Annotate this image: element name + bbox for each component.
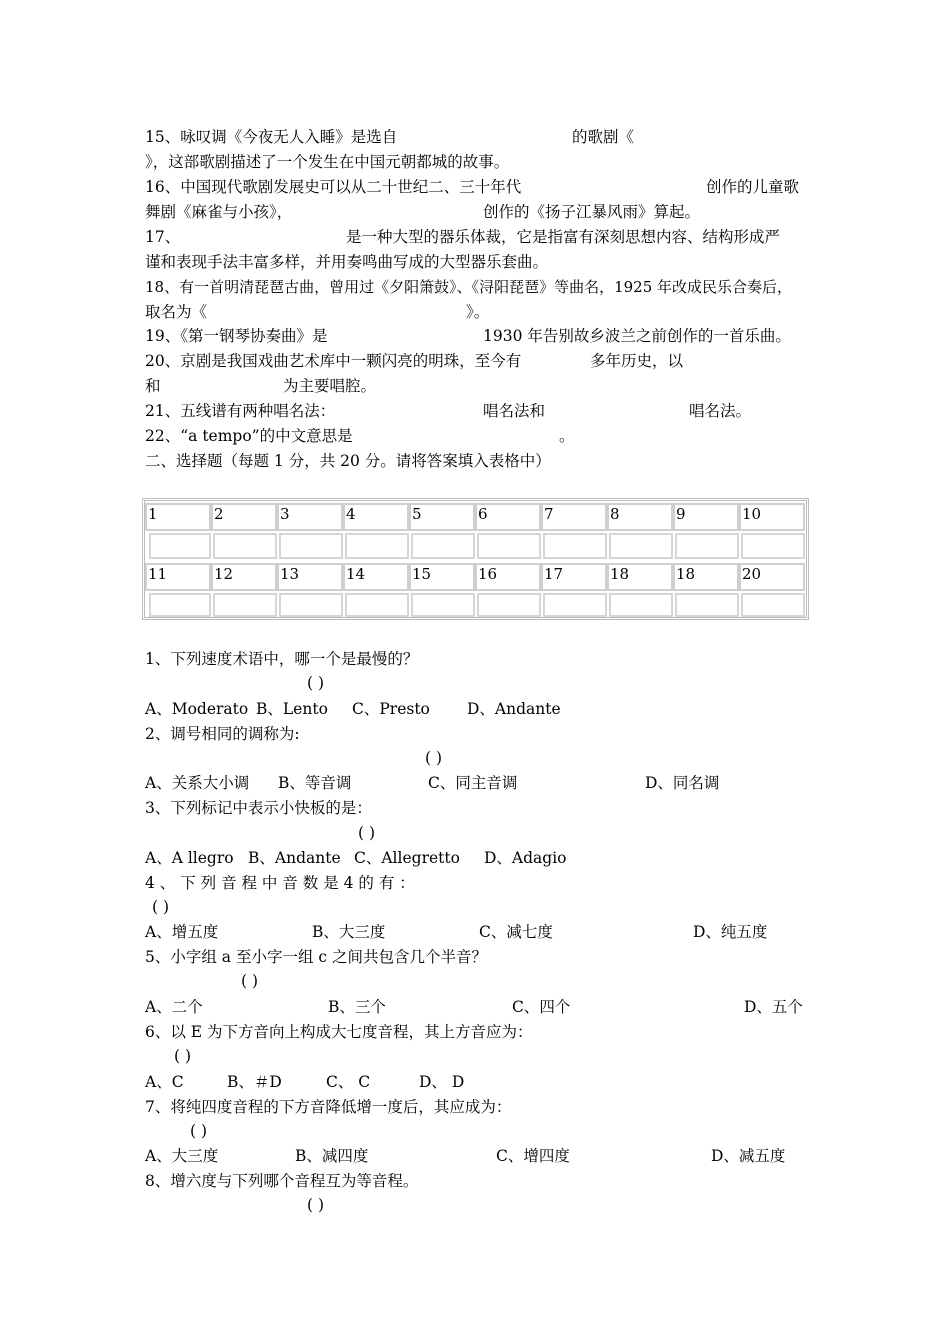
q19-text-b: 1930 年告别故乡波兰之前创作的一首乐曲。	[483, 327, 791, 345]
mc-q1-option-d: D、Andante	[467, 700, 561, 718]
mc-q6-option-d: D、 D	[419, 1073, 465, 1091]
answer-label-cell: 17	[541, 563, 607, 591]
mc-q2-option-c: C、同主音调	[428, 774, 518, 792]
mc-q2-option-b: B、等音调	[278, 774, 352, 792]
q16-text-a: 16、中国现代歌剧发展史可以从二十世纪二、三十年代	[145, 178, 522, 196]
answer-label-cell: 14	[343, 563, 409, 591]
mc-q7-option-b: B、减四度	[295, 1147, 369, 1165]
answer-input-cell[interactable]	[741, 533, 805, 559]
q20-text-d: 为主要唱腔。	[283, 377, 377, 395]
answer-input-cell[interactable]	[213, 533, 277, 559]
mc-q6-option-c: C、 C	[326, 1073, 371, 1091]
mc-q3-option-a: A、A llegro	[145, 849, 234, 867]
answer-input-cell[interactable]	[609, 533, 673, 559]
mc-q2-stem: 2、调号相同的调称为:	[145, 725, 300, 743]
answer-label-cell: 16	[475, 563, 541, 591]
mc-q6-answer-paren[interactable]: ( )	[174, 1047, 192, 1065]
q19-text-a: 19、《第一钢琴协奏曲》是	[145, 327, 328, 345]
mc-q8-answer-paren[interactable]: ( )	[307, 1196, 325, 1214]
mc-q3-option-c: C、Allegretto	[354, 849, 460, 867]
mc-q8-stem: 8、增六度与下列哪个音程互为等音程。	[145, 1172, 419, 1190]
mc-q6-option-a: A、C	[145, 1073, 184, 1091]
answer-input-cell[interactable]	[741, 593, 805, 617]
mc-q2-answer-paren[interactable]: ( )	[425, 749, 443, 767]
answer-input-cell[interactable]	[477, 593, 541, 617]
q17-text-a: 17、	[145, 228, 181, 246]
answer-input-cell[interactable]	[149, 593, 211, 617]
mc-q4-option-a: A、增五度	[145, 923, 219, 941]
q17-text-c: 谨和表现手法丰富多样，并用奏鸣曲写成的大型器乐套曲。	[145, 253, 549, 271]
mc-q5-option-d: D、五个	[744, 998, 803, 1016]
answer-label-cell: 3	[277, 503, 343, 531]
answer-input-cell[interactable]	[411, 593, 475, 617]
mc-q7-option-c: C、增四度	[496, 1147, 570, 1165]
answer-label-cell: 4	[343, 503, 409, 531]
mc-q7-answer-paren[interactable]: ( )	[190, 1122, 208, 1140]
answer-label-cell: 2	[211, 503, 277, 531]
answer-input-cell[interactable]	[213, 593, 277, 617]
section2-title: 二、选择题（每题 1 分，共 20 分。请将答案填入表格中）	[145, 452, 551, 470]
answer-input-cell[interactable]	[279, 593, 343, 617]
answer-input-cell[interactable]	[149, 533, 211, 559]
mc-q6-stem: 6、以 E 为下方音向上构成大七度音程，其上方音应为：	[145, 1023, 533, 1041]
answer-input-cell[interactable]	[411, 533, 475, 559]
q21-text-b: 唱名法和	[483, 402, 546, 420]
q18-text-b: 取名为《	[145, 303, 208, 321]
answer-input-cell[interactable]	[675, 593, 739, 617]
q18-text-c: 》。	[466, 303, 490, 321]
answer-table	[142, 498, 809, 620]
mc-q1-option-b: B、Lento	[256, 700, 328, 718]
answer-input-cell[interactable]	[609, 593, 673, 617]
answer-label-cell: 6	[475, 503, 541, 531]
answer-input-cell[interactable]	[675, 533, 739, 559]
mc-q2-option-d: D、同名调	[645, 774, 720, 792]
mc-q3-option-b: B、Andante	[248, 849, 341, 867]
answer-input-cell[interactable]	[345, 593, 409, 617]
mc-q4-stem: 4 、 下 列 音 程 中 音 数 是 4 的 有 ：	[145, 874, 415, 892]
mc-q6-option-b: B、＃D	[227, 1073, 282, 1091]
q20-text-c: 和	[145, 377, 161, 395]
q15-text-b: 的歌剧《	[572, 128, 635, 146]
mc-q3-answer-paren[interactable]: ( )	[358, 824, 376, 842]
mc-q7-option-a: A、大三度	[145, 1147, 219, 1165]
answer-label-cell: 18	[673, 563, 739, 591]
answer-input-cell[interactable]	[345, 533, 409, 559]
mc-q7-stem: 7、将纯四度音程的下方音降低增一度后，其应成为：	[145, 1098, 512, 1116]
answer-label-cell: 20	[739, 563, 805, 591]
mc-q5-option-a: A、二个	[145, 998, 203, 1016]
answer-label-cell: 15	[409, 563, 475, 591]
q21-text-a: 21、五线谱有两种唱名法：	[145, 402, 336, 420]
answer-label-cell: 13	[277, 563, 343, 591]
q15-text-a: 15、咏叹调《今夜无人入睡》是选自	[145, 128, 398, 146]
mc-q1-option-c: C、Presto	[352, 700, 430, 718]
answer-label-cell: 5	[409, 503, 475, 531]
mc-q1-stem: 1、下列速度术语中，哪一个是最慢的？	[145, 650, 419, 668]
answer-label-cell: 10	[739, 503, 805, 531]
q17-text-b: 是一种大型的器乐体裁，它是指富有深刻思想内容、结构形成严	[346, 228, 781, 246]
answer-label-cell: 7	[541, 503, 607, 531]
mc-q5-stem: 5、小字组 a 至小字一组 c 之间共包含几个半音？	[145, 948, 487, 966]
mc-q3-option-d: D、Adagio	[484, 849, 567, 867]
mc-q5-answer-paren[interactable]: ( )	[241, 972, 259, 990]
mc-q2-option-a: A、关系大小调	[145, 774, 250, 792]
mc-q5-option-c: C、四个	[512, 998, 571, 1016]
mc-q4-answer-paren[interactable]: ( )	[152, 898, 170, 916]
answer-label-cell: 12	[211, 563, 277, 591]
q21-text-c: 唱名法。	[689, 402, 752, 420]
mc-q4-option-b: B、大三度	[312, 923, 386, 941]
q16-text-d: 创作的《扬子江暴风雨》算起。	[483, 203, 701, 221]
q16-text-b: 创作的儿童歌	[706, 178, 800, 196]
answer-label-cell: 18	[607, 563, 673, 591]
mc-q3-stem: 3、下列标记中表示小快板的是：	[145, 799, 372, 817]
answer-label-cell: 8	[607, 503, 673, 531]
mc-q5-option-b: B、三个	[328, 998, 386, 1016]
q20-text-b: 多年历史，以	[590, 352, 684, 370]
q16-text-c: 舞剧《麻雀与小孩》，	[145, 203, 293, 221]
answer-input-cell[interactable]	[279, 533, 343, 559]
mc-q7-option-d: D、减五度	[711, 1147, 786, 1165]
q18-text-a: 18、有一首明清琵琶古曲，曾用过《夕阳箫鼓》、《浔阳琵琶》等曲名，1925 年改成民乐合奏后，	[145, 278, 793, 296]
q22-text-a: 22、“a tempo”的中文意思是	[145, 427, 353, 445]
mc-q4-option-c: C、减七度	[479, 923, 553, 941]
answer-input-cell[interactable]	[543, 593, 607, 617]
q15-text-c: 》，这部歌剧描述了一个发生在中国元朝都城的故事。	[145, 153, 510, 171]
answer-label-cell: 11	[145, 563, 211, 591]
q22-text-b: 。	[559, 427, 575, 445]
answer-input-cell[interactable]	[543, 533, 607, 559]
mc-q1-option-a: A、Moderato	[145, 700, 249, 718]
mc-q1-answer-paren[interactable]: ( )	[307, 674, 325, 692]
mc-q4-option-d: D、纯五度	[693, 923, 768, 941]
answer-input-cell[interactable]	[477, 533, 541, 559]
q20-text-a: 20、京剧是我国戏曲艺术库中一颗闪亮的明珠，至今有	[145, 352, 522, 370]
answer-label-cell: 1	[145, 503, 211, 531]
answer-label-cell: 9	[673, 503, 739, 531]
